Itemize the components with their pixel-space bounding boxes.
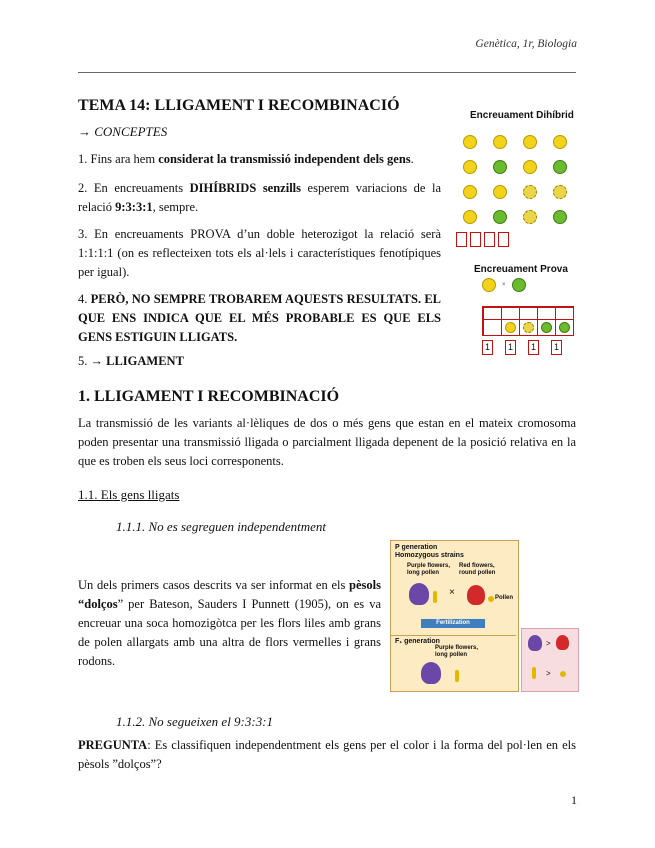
red-flower-icon (467, 585, 485, 605)
table-cell (555, 307, 573, 319)
p-generation-label (395, 544, 464, 560)
long-pollen-icon (433, 591, 437, 603)
pea-yellow-round (553, 135, 567, 149)
table-cell (519, 307, 537, 319)
running-header: Genètica, 1r, Biologia (475, 38, 577, 50)
text-run: . (410, 152, 414, 166)
question-text: : Es classifiquen independentment els gens per el color i la forma del pol·len en els pèsols ”dolços”? (78, 738, 576, 771)
greater-sign: > (546, 669, 551, 678)
table-cell (483, 307, 501, 319)
text-run: , sempre. (152, 200, 199, 214)
concept-item-5 (78, 352, 441, 371)
pea-yellow-wrinkled (523, 210, 537, 224)
subsection-1-1-title: 1.1. Els gens lligats (78, 487, 180, 502)
pea-parent-recessive (512, 278, 526, 292)
pea-yellow-round (523, 135, 537, 149)
text-run: Fins ara hem (90, 152, 159, 166)
ratio-box (470, 232, 481, 247)
sweet-pea-paragraph (78, 576, 381, 671)
dominance-figure (521, 628, 579, 692)
text-run: esperem variacions de la relació (78, 181, 441, 214)
p-generation-text: P generation (395, 544, 438, 551)
purple-flower-icon (409, 583, 429, 605)
long-pollen-icon (532, 667, 536, 679)
chapter-title: TEMA 14: LLIGAMENT I RECOMBINACIÓ (78, 97, 400, 114)
pea-yellow-round (493, 185, 507, 199)
dihybrid-cross-figure (452, 108, 582, 258)
text-run: 2. (78, 181, 94, 195)
pea-green-round (493, 160, 507, 174)
ratio-box: 1 (528, 340, 539, 355)
sweet-pea-cross-figure (390, 540, 519, 692)
ratio-box (498, 232, 509, 247)
header-rule (78, 72, 576, 73)
pea-yellow-round (493, 135, 507, 149)
pea-yellow-round (463, 210, 477, 224)
bold-text: pèsols “dolços (78, 578, 381, 611)
concept-item-1 (78, 150, 441, 169)
text-run: 3. (78, 227, 95, 241)
cross-sign: × (449, 587, 455, 598)
bold-text: → LLIGAMENT (90, 354, 184, 368)
concepts-label: → CONCEPTES (78, 124, 168, 139)
ratio-box: 1 (551, 340, 562, 355)
text-run: En encreuaments PROVA d’un doble heterozigot la relació serà 1:1:1:1 (on es reflecteixen tots els al·lels i característiques fenotípiques per igual). (78, 227, 441, 279)
table-cell (519, 319, 537, 335)
ratio-box (456, 232, 467, 247)
fertilization-bar: Fertilization (421, 619, 485, 628)
concept-item-4 (78, 290, 441, 347)
bold-text: 9:3:3:1 (115, 200, 153, 214)
red-round-label: Red flowers, round pollen (459, 563, 496, 576)
text-run: Un dels primers casos descrits va ser informat en els (78, 578, 350, 592)
test-cross-parents (482, 278, 526, 292)
table-cell (483, 319, 501, 335)
red-flower-icon (556, 635, 569, 650)
greater-sign: > (546, 639, 551, 648)
text-run: En encreuaments (93, 181, 190, 195)
pea-green-wrinkled (559, 322, 570, 333)
f1-generation-label: F₁ generation (395, 638, 440, 645)
pollen-label: Pollen (495, 595, 514, 601)
test-cross-title: Encreuament Prova (474, 264, 568, 275)
pea-yellow-wrinkled (523, 322, 534, 333)
question-paragraph (78, 736, 576, 774)
pea-yellow-round (463, 185, 477, 199)
table-cell (537, 319, 555, 335)
test-cross-table (482, 306, 574, 336)
subsection-1-1-2-title: 1.1.2. No segueixen el 9:3:3:1 (116, 714, 274, 729)
dihybrid-title: Encreuament Dihíbrid (470, 110, 574, 121)
pea-yellow-round (463, 160, 477, 174)
bold-text: considerat la transmissió independent dels gens (158, 152, 411, 166)
concept-item-2 (78, 179, 441, 217)
table-cell (501, 319, 519, 335)
section-1-intro: La transmissió de les variants al·lèliques de dos o més gens que estan en el mateix cromosoma poden presentar una transmissió lligada o parcialment lligada depenent de la posició relativa en la que es troben els seus loci corresponents. (78, 416, 576, 468)
table-cell (537, 307, 555, 319)
pea-green-wrinkled (553, 210, 567, 224)
pea-green-round (553, 160, 567, 174)
question-label: PREGUNTA (78, 738, 148, 752)
round-pollen-icon (488, 596, 494, 602)
pea-yellow-wrinkled (523, 185, 537, 199)
text-run: 1. (78, 152, 91, 166)
long-pollen-icon (455, 670, 459, 682)
homozygous-text: Homozygous strains (395, 552, 464, 559)
purple-long-label: Purple flowers, long pollen (407, 563, 451, 576)
ratio-box (484, 232, 495, 247)
pea-yellow-wrinkled (553, 185, 567, 199)
punnett-grid (456, 130, 574, 228)
pea-yellow-round (523, 160, 537, 174)
pea-parent-dihybrid (482, 278, 496, 292)
pea-green-round (541, 322, 552, 333)
purple-flower-icon (528, 635, 542, 651)
ratio-box: 1 (505, 340, 516, 355)
table-cell (555, 319, 573, 335)
section-1-title: 1. LLIGAMENT I RECOMBINACIÓ (78, 388, 340, 405)
bold-text: DIHÍBRIDS senzills (189, 181, 302, 195)
bold-text: PERÒ, NO SEMPRE TROBAREM AQUESTS RESULTATS. EL QUE ENS INDICA QUE EL MÉS PROBABLE ES QUE ELS GENS ESTIGUIN LLIGATS. (78, 292, 441, 344)
pea-yellow-round (505, 322, 516, 333)
f1-panel (391, 635, 516, 691)
purple-flower-icon (421, 662, 441, 684)
f1-phenotype-label: Purple flowers, long pollen (435, 645, 479, 658)
dihybrid-ratio (456, 232, 509, 247)
page-number: 1 (571, 793, 577, 807)
table-cell (501, 307, 519, 319)
ratio-box: 1 (482, 340, 493, 355)
round-pollen-icon (560, 671, 566, 677)
pea-green-round (493, 210, 507, 224)
test-cross-figure (452, 262, 582, 370)
concept-item-3 (78, 225, 441, 282)
text-run: 4. (78, 292, 91, 306)
subsection-1-1-1-title: 1.1.1. No es segreguen independentment (116, 519, 326, 534)
text-run: ” per Bateson, Sauders I Punnett (1905), on es va encreuar una soca homozigòtca per les flors liles amb grans de polen allargats amb una altra de flors vermelles i grans rodons. (78, 597, 381, 668)
cross-sign: × (502, 282, 506, 288)
test-cross-ratio (482, 340, 562, 355)
text-run: 5. (78, 354, 91, 368)
pea-yellow-round (463, 135, 477, 149)
